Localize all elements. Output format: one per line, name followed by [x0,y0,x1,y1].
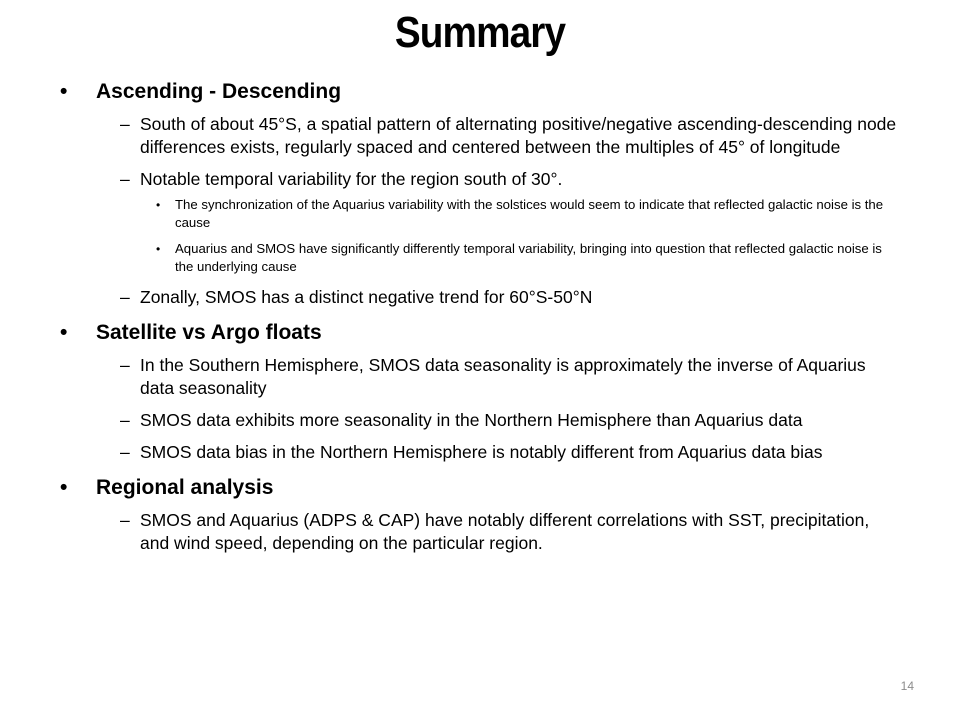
bullet-icon: • [156,242,161,256]
dash-icon: – [120,442,130,462]
dash-icon: – [120,169,130,189]
sub-list-item [58,240,898,276]
list-item [58,354,898,400]
dash-icon: – [120,355,130,375]
dash-icon: – [120,410,130,430]
list-item-text: Zonally, SMOS has a distinct negative trend for 60°S-50°N [140,287,593,307]
list-item [58,168,898,191]
list-item-text: SMOS data bias in the Northern Hemisphere is notably different from Aquarius data bias [140,442,823,462]
sub-list-item [58,196,898,232]
list-item [58,441,898,464]
sub-list-item-text: The synchronization of the Aquarius variability with the solstices would seem to indicate that reflected galactic noise is the cause [175,197,884,230]
list-item-text: South of about 45°S, a spatial pattern of alternating positive/negative ascending-descending node differences exists, regularly spaced and centered between the multiples of 45° of longitude [140,114,897,157]
list-item [58,113,898,159]
section-heading-text: Satellite vs Argo floats [96,321,322,344]
section-heading-ascending-descending [58,78,898,106]
list-item-text: Notable temporal variability for the region south of 30°. [140,169,563,189]
bullet-icon: • [60,80,68,103]
section-heading-text: Regional analysis [96,476,274,499]
bullet-icon: • [60,476,68,499]
dash-icon: – [120,287,130,307]
list-item-text: SMOS data exhibits more seasonality in the Northern Hemisphere than Aquarius data [140,410,803,430]
slide-title: Summary [394,8,566,57]
list-item-text: In the Southern Hemisphere, SMOS data seasonality is approximately the inverse of Aquarius data seasonality [140,355,866,398]
list-item [58,509,898,555]
section-heading-satellite-vs-argo [58,319,898,347]
page-number: 14 [900,679,914,693]
dash-icon: – [120,114,130,134]
bullet-icon: • [156,198,161,212]
dash-icon: – [120,510,130,530]
list-item [58,286,898,309]
bullet-icon: • [60,321,68,344]
section-heading-regional-analysis [58,474,898,502]
list-item-text: SMOS and Aquarius (ADPS & CAP) have notably different correlations with SST, precipitation, and wind speed, depending on the particular region. [140,510,870,553]
list-item [58,409,898,432]
slide-content [58,76,898,555]
sub-list-item-text: Aquarius and SMOS have significantly differently temporal variability, bringing into question that reflected galactic noise is the underlying cause [175,241,882,274]
section-heading-text: Ascending - Descending [96,80,342,103]
